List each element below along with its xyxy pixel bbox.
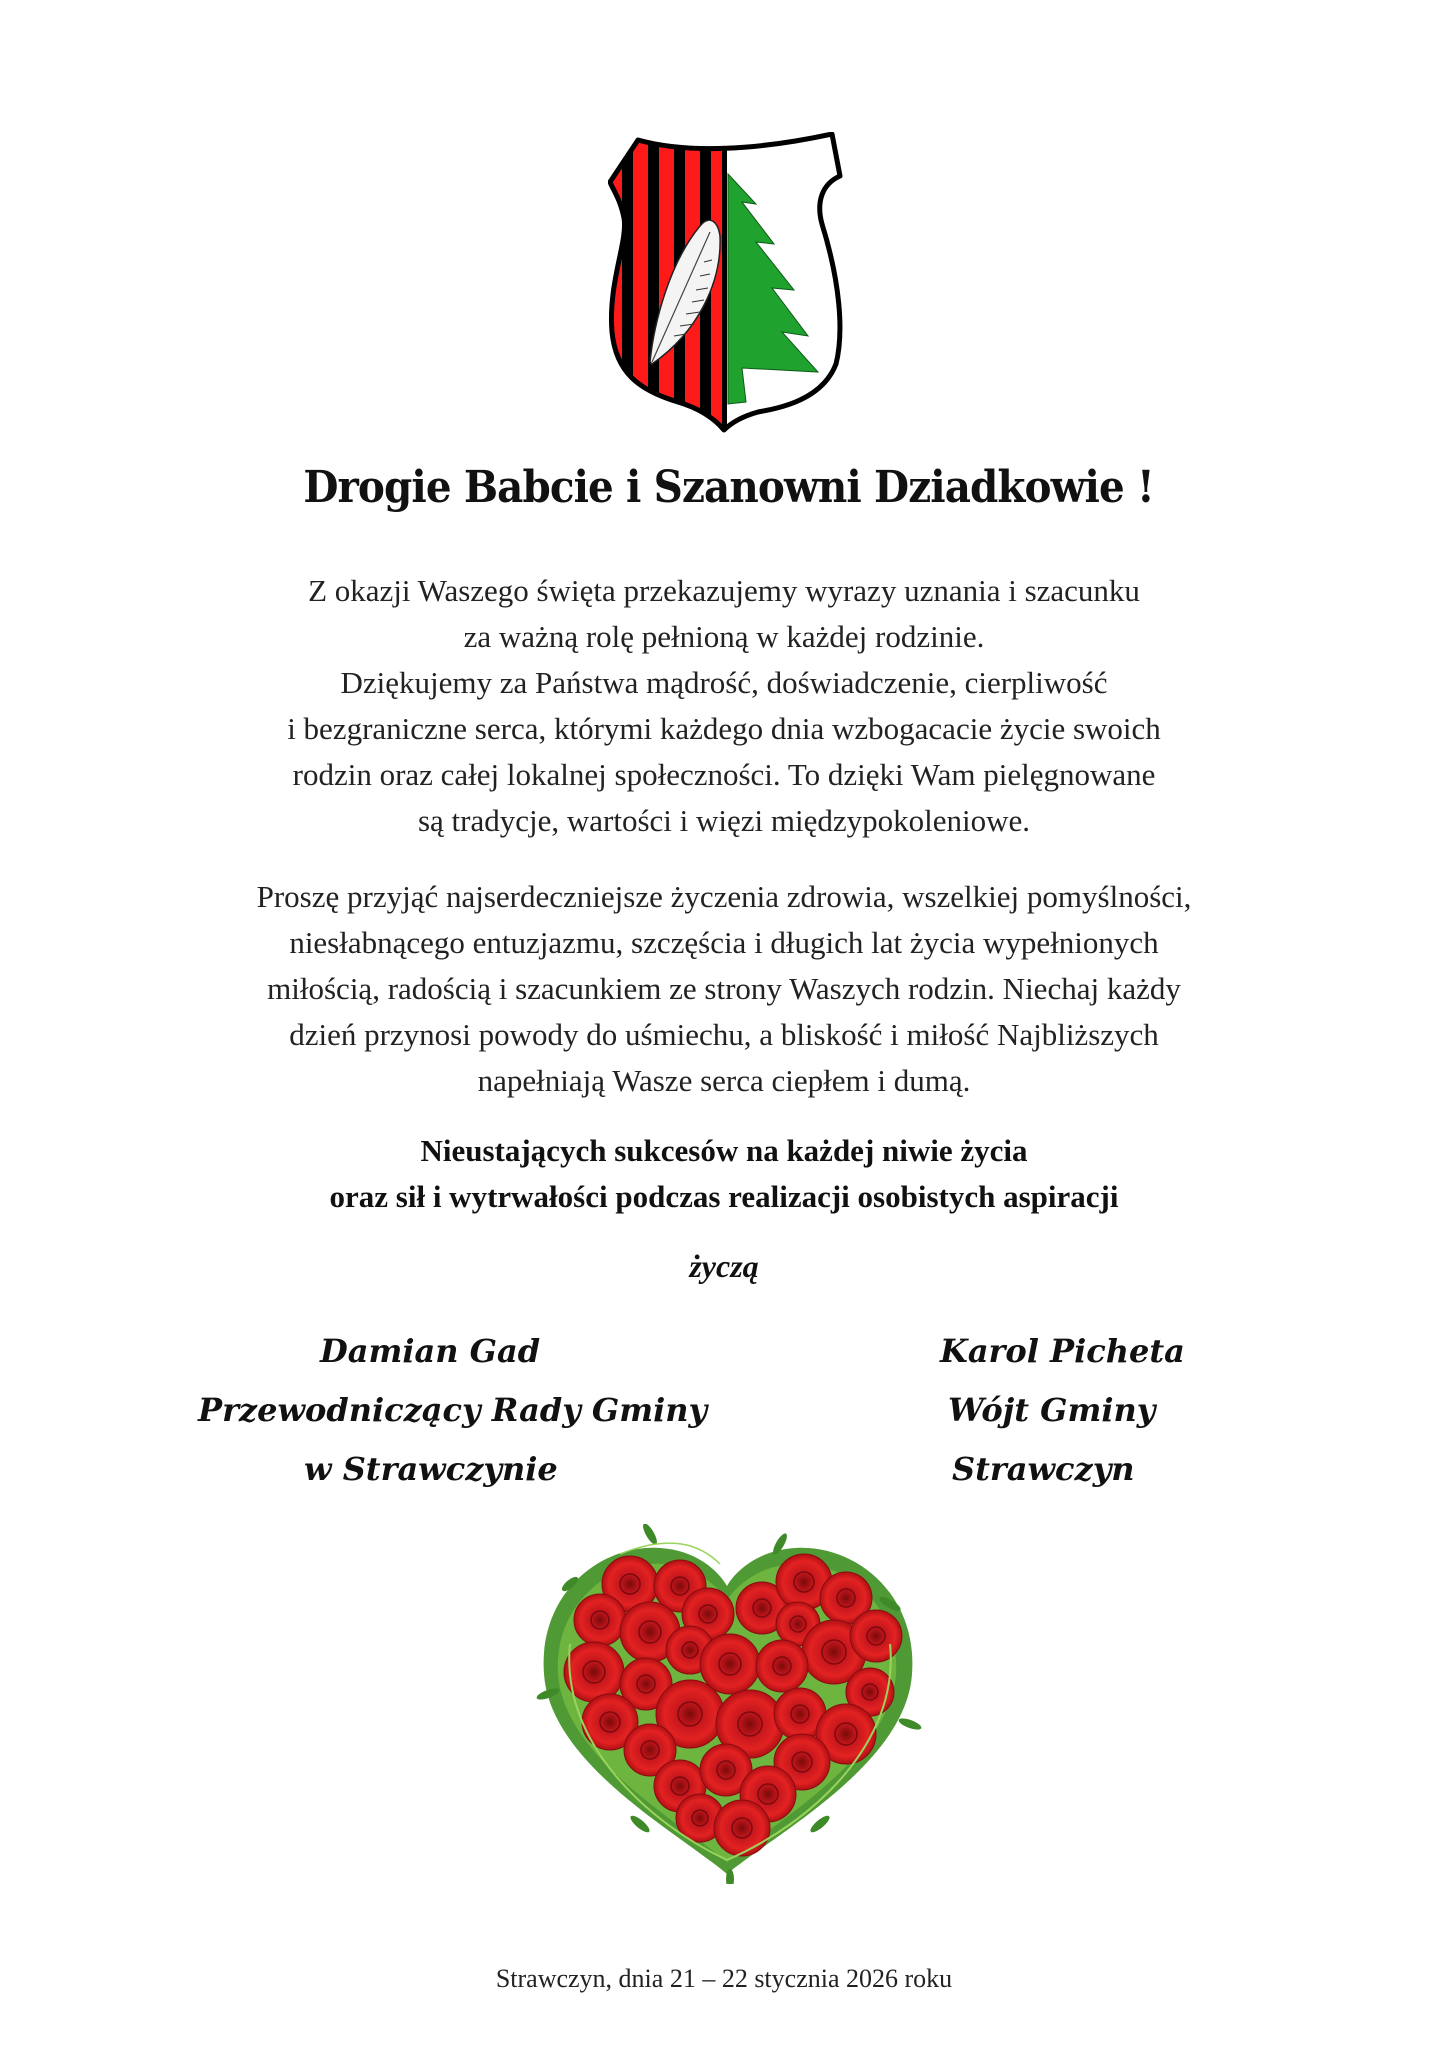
wish-line: Nieustających sukcesów na każdej niwie życia — [420, 1133, 1028, 1168]
page-title: Drogie Babcie i Szanowni Dziadkowie ! — [303, 462, 1154, 513]
paragraph-line: są tradycje, wartości i więzi międzypokoleniowe. — [417, 803, 1031, 838]
paragraph-line: Z okazji Waszego święta przekazujemy wyrazy uznania i szacunku — [308, 573, 1140, 608]
paragraph-line: Dziękujemy za Państwa mądrość, doświadczenie, cierpliwość — [340, 665, 1108, 700]
signature-right — [940, 1322, 1260, 1499]
paragraph-line: za ważną rolę pełnioną w każdej rodzinie. — [463, 619, 985, 654]
signature-left — [198, 1322, 738, 1499]
wish-text — [0, 1128, 1448, 1220]
paragraph-line: rodzin oraz całej lokalnej społeczności. To dzięki Wam pielęgnowane — [292, 757, 1156, 792]
paragraph-line: napełniają Wasze serca ciepłem i dumą. — [477, 1063, 971, 1098]
signatory-title: Wójt Gminy — [948, 1391, 1156, 1429]
paragraph-line: Proszę przyjąć najserdeczniejsze życzenia zdrowia, wszelkiej pomyślności, — [256, 879, 1192, 914]
signatory-place: Strawczyn — [952, 1450, 1135, 1488]
closing-word: życzą — [689, 1248, 759, 1284]
paragraph-line: i bezgraniczne serca, którymi każdego dnia wzbogacacie życie swoich — [287, 711, 1161, 746]
paragraph-line: miłością, radością i szacunkiem ze strony Waszych rodzin. Niechaj każdy — [267, 971, 1181, 1006]
signatory-place: w Strawczynie — [304, 1450, 558, 1488]
paragraph-line: niesłabnącego entuzjazmu, szczęścia i długich lat życia wypełnionych — [289, 925, 1159, 960]
wish-line: oraz sił i wytrwałości podczas realizacji osobistych aspiracji — [329, 1179, 1119, 1214]
place-and-date: Strawczyn, dnia 21 – 22 stycznia 2026 roku — [495, 1964, 953, 1993]
signatory-title: Przewodniczący Rady Gminy — [198, 1391, 708, 1429]
signatory-name: Damian Gad — [320, 1332, 541, 1370]
greeting-paragraph-2 — [0, 874, 1448, 1104]
rose-heart-icon — [530, 1524, 925, 1884]
greeting-paragraph-1 — [0, 568, 1448, 844]
coat-of-arms-icon — [608, 132, 844, 434]
paragraph-line: dzień przynosi powody do uśmiechu, a bliskość i miłość Najbliższych — [289, 1017, 1159, 1052]
signatory-name: Karol Picheta — [940, 1332, 1185, 1370]
